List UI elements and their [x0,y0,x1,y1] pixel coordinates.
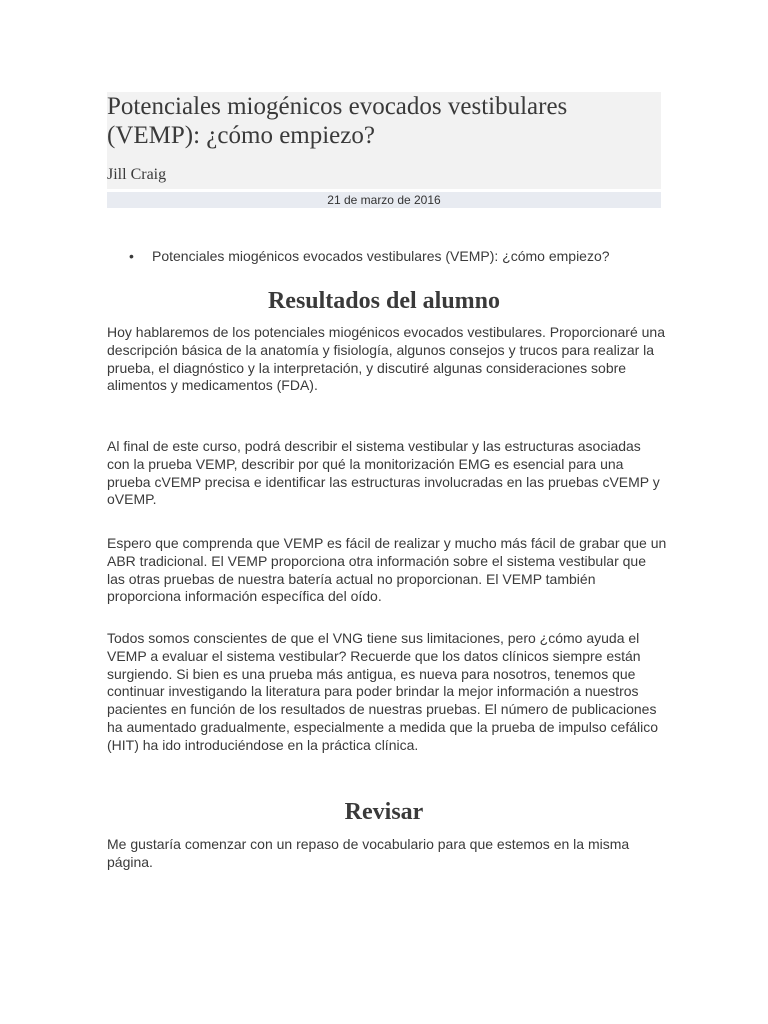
section-heading-review: Revisar [344,799,424,825]
table-of-contents [107,246,667,266]
section-heading-learning-outcomes: Resultados del alumno [267,288,501,314]
article-title: Potenciales miogénicos evocados vestibulares (VEMP): ¿cómo empiezo? [107,93,568,149]
paragraph-intro: Hoy hablaremos de los potenciales miogénicos evocados vestibulares. Proporcionaré una descripción básica de la anatomía y fisiología, algunos consejos y trucos para realizar la prueba, el diagnóstico y la interpretación, y discutiré algunas consideraciones sobre alimentos y medicamentos (FDA). [107,324,665,394]
publish-date: 21 de marzo de 2016 [107,192,661,208]
bullet-icon: • [129,248,134,264]
article-author: Jill Craig [107,166,167,183]
paragraph-course-goals: Al final de este curso, podrá describir el sistema vestibular y las estructuras asociadas con la prueba VEMP, describir por qué la monitorización EMG es esencial para una prueba cVEMP precisa e identificar las estructuras involucradas en las pruebas cVEMP y oVEMP. [107,438,660,508]
paragraph-vng-limitations: Todos somos conscientes de que el VNG tiene sus limitaciones, pero ¿cómo ayuda el VEMP a evaluar el sistema vestibular? Recuerde que los datos clínicos siempre están surgiendo. Si bien es una prueba más antigua, es nueva para nosotros, tenemos que continuar investigando la literatura para poder brindar la mejor información a nuestros pacientes en función de los resultados de nuestras pruebas. El número de publicaciones ha aumentado gradualmente, especialmente a medida que la prueba de impulso cefálico (HIT) ha ido introduciéndose en la práctica clínica. [107,630,659,753]
toc-item-label: Potenciales miogénicos evocados vestibulares (VEMP): ¿cómo empiezo? [152,248,610,264]
paragraph-vocabulary: Me gustaría comenzar con un repaso de vocabulario para que estemos en la misma página. [107,836,630,870]
paragraph-vemp-benefits: Espero que comprenda que VEMP es fácil de realizar y mucho más fácil de grabar que un ABR tradicional. El VEMP proporciona otra información sobre el sistema vestibular que las otras pruebas de nuestra batería actual no proporcionan. El VEMP también proporciona información específica del oído. [107,535,667,605]
toc-item[interactable] [107,246,667,266]
